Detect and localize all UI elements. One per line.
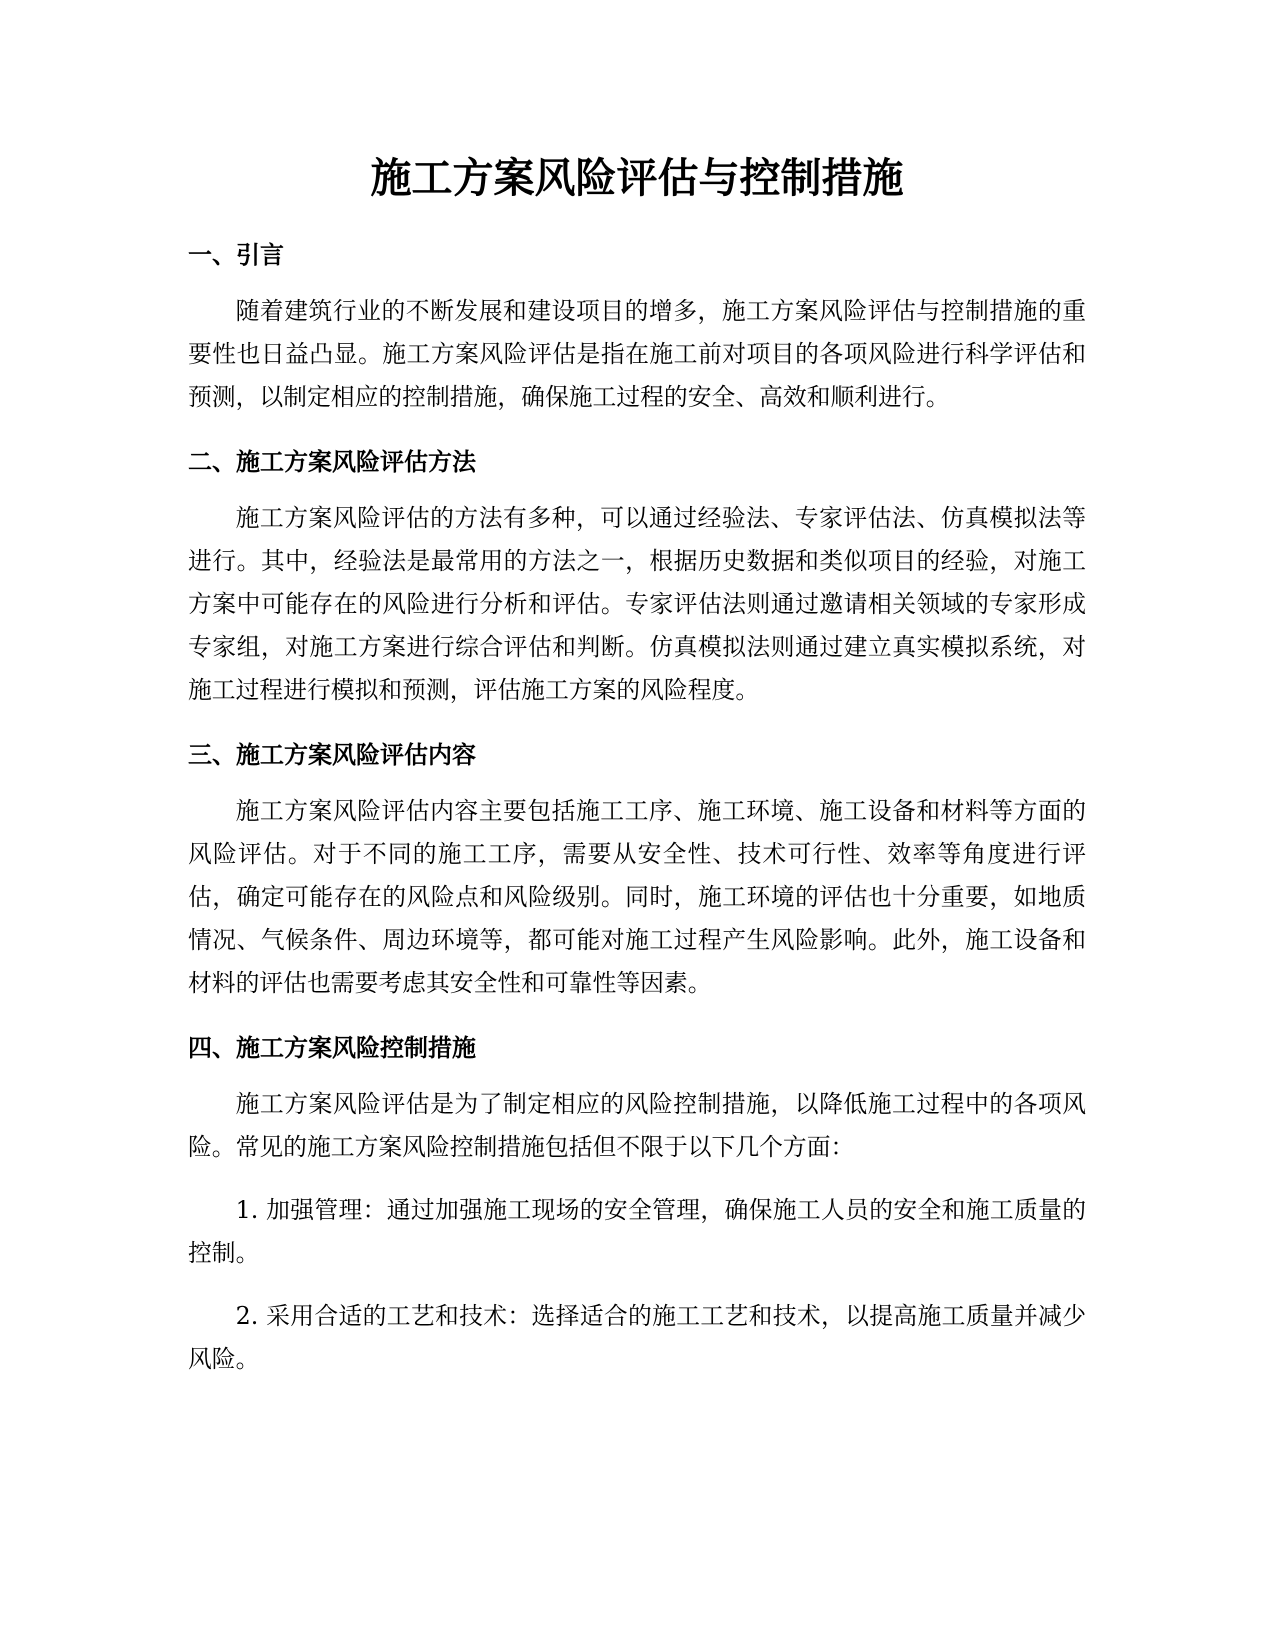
document-body bbox=[188, 150, 1086, 1381]
document-title: 施工方案风险评估与控制措施 bbox=[370, 154, 904, 202]
section-heading-assessment-content: 三、施工方案风险评估内容 bbox=[188, 741, 476, 769]
list-item-appropriate-technology: 2. 采用合适的工艺和技术：选择适合的施工工艺和技术，以提高施工质量并减少风险。 bbox=[188, 1302, 1086, 1373]
list-item-strengthen-management: 1. 加强管理：通过加强施工现场的安全管理，确保施工人员的安全和施工质量的控制。 bbox=[188, 1196, 1086, 1267]
section-heading-introduction: 一、引言 bbox=[188, 241, 284, 269]
section-heading-control-measures: 四、施工方案风险控制措施 bbox=[188, 1034, 476, 1062]
paragraph-assessment-methods: 施工方案风险评估的方法有多种，可以通过经验法、专家评估法、仿真模拟法等进行。其中，经验法是最常用的方法之一，根据历史数据和类似项目的经验，对施工方案中可能存在的风险进行分析和评估。专家评估法则通过邀请相关领域的专家形成专家组，对施工方案进行综合评估和判断。仿真模拟法则通过建立真实模拟系统，对施工过程进行模拟和预测，评估施工方案的风险程度。 bbox=[188, 504, 1086, 704]
paragraph-assessment-content: 施工方案风险评估内容主要包括施工工序、施工环境、施工设备和材料等方面的风险评估。对于不同的施工工序，需要从安全性、技术可行性、效率等角度进行评估，确定可能存在的风险点和风险级别。同时，施工环境的评估也十分重要，如地质情况、气候条件、周边环境等，都可能对施工过程产生风险影响。此外，施工设备和材料的评估也需要考虑其安全性和可靠性等因素。 bbox=[188, 797, 1086, 997]
paragraph-introduction: 随着建筑行业的不断发展和建设项目的增多，施工方案风险评估与控制措施的重要性也日益凸显。施工方案风险评估是指在施工前对项目的各项风险进行科学评估和预测，以制定相应的控制措施，确保施工过程的安全、高效和顺利进行。 bbox=[188, 297, 1086, 411]
section-heading-assessment-methods: 二、施工方案风险评估方法 bbox=[188, 448, 476, 476]
paragraph-control-measures-intro: 施工方案风险评估是为了制定相应的风险控制措施，以降低施工过程中的各项风险。常见的施工方案风险控制措施包括但不限于以下几个方面： bbox=[188, 1090, 1086, 1161]
